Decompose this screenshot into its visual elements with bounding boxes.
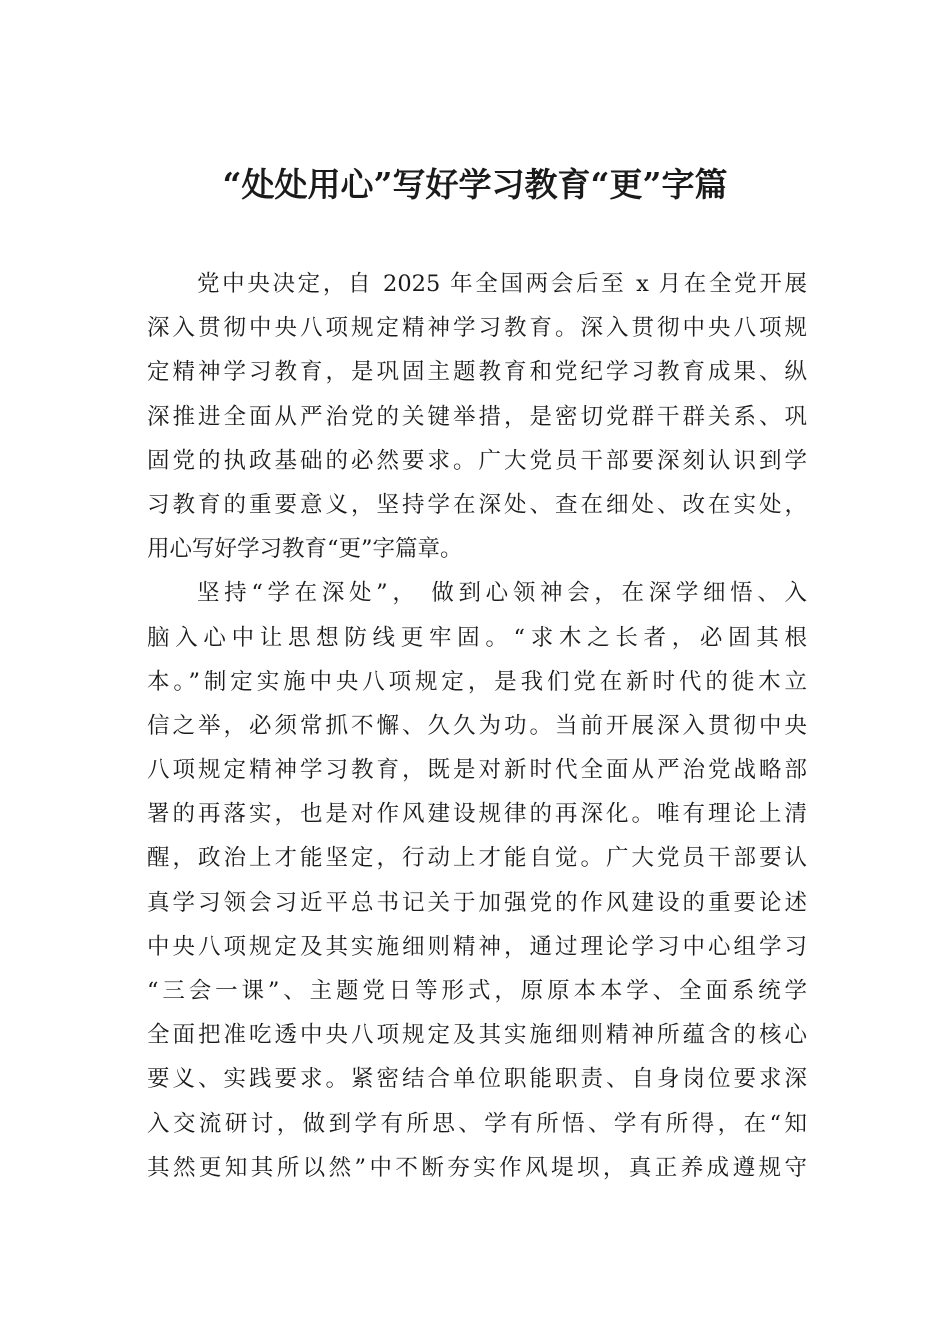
- paragraph-2-line-9: 中央八项规定及其实施细则精神，通过理论学习中心组学习: [147, 933, 807, 960]
- paragraph-1-line-7: 用心写好学习教育“更”字篇章。: [147, 536, 463, 563]
- paragraph-2-line-10: “三会一课”、主题党日等形式，原原本本学、全面系统学: [147, 978, 807, 1004]
- paragraph-1-line-3: 定精神学习教育，是巩固主题教育和党纪学习教育成果、纵: [147, 359, 807, 386]
- paragraph-1-line-6: 习教育的重要意义，坚持学在深处、查在细处、改在实处，: [147, 491, 807, 518]
- paragraph-2-line-1: 坚持“学在深处”， 做到心领神会，在深学细悟、入: [197, 580, 807, 607]
- document-body: [147, 262, 807, 1190]
- paragraph-2-line-13: 入交流研讨，做到学有所思、学有所悟、学有所得，在“知: [147, 1110, 807, 1137]
- paragraph-2-line-3: 本。”制定实施中央八项规定，是我们党在新时代的徙木立: [147, 668, 807, 695]
- paragraph-2-line-8: 真学习领会习近平总书记关于加强党的作风建设的重要论述: [147, 889, 807, 916]
- document-title: “处处用心”写好学习教育“更”字篇: [222, 165, 728, 204]
- paragraph-2-line-14: 其然更知其所以然”中不断夯实作风堤坝，真正养成遵规守: [147, 1154, 807, 1181]
- paragraph-2-line-2: 脑入心中让思想防线更牢固。“求木之长者，必固其根: [147, 624, 807, 651]
- paragraph-1-line-4: 深推进全面从严治党的关键举措，是密切党群干群关系、巩: [147, 403, 807, 430]
- paragraph-2-line-11: 全面把准吃透中央八项规定及其实施细则精神所蕴含的核心: [147, 1022, 807, 1049]
- paragraph-2-line-6: 署的再落实，也是对作风建设规律的再深化。唯有理论上清: [147, 801, 807, 828]
- paragraph-2-line-5: 八项规定精神学习教育，既是对新时代全面从严治党战略部: [147, 757, 807, 784]
- paragraph-1-line-5: 固党的执政基础的必然要求。广大党员干部要深刻认识到学: [147, 447, 807, 474]
- paragraph-2-line-4: 信之举，必须常抓不懈、久久为功。当前开展深入贯彻中央: [147, 712, 807, 739]
- paragraph-1-line-1: 党中央决定，自 2025 年全国两会后至 x 月在全党开展: [197, 271, 807, 297]
- paragraph-2-line-7: 醒，政治上才能坚定，行动上才能自觉。广大党员干部要认: [147, 845, 807, 872]
- paragraph-1-line-2: 深入贯彻中央八项规定精神学习教育。深入贯彻中央八项规: [147, 315, 807, 342]
- paragraph-2-line-12: 要义、实践要求。紧密结合单位职能职责、自身岗位要求深: [147, 1066, 807, 1093]
